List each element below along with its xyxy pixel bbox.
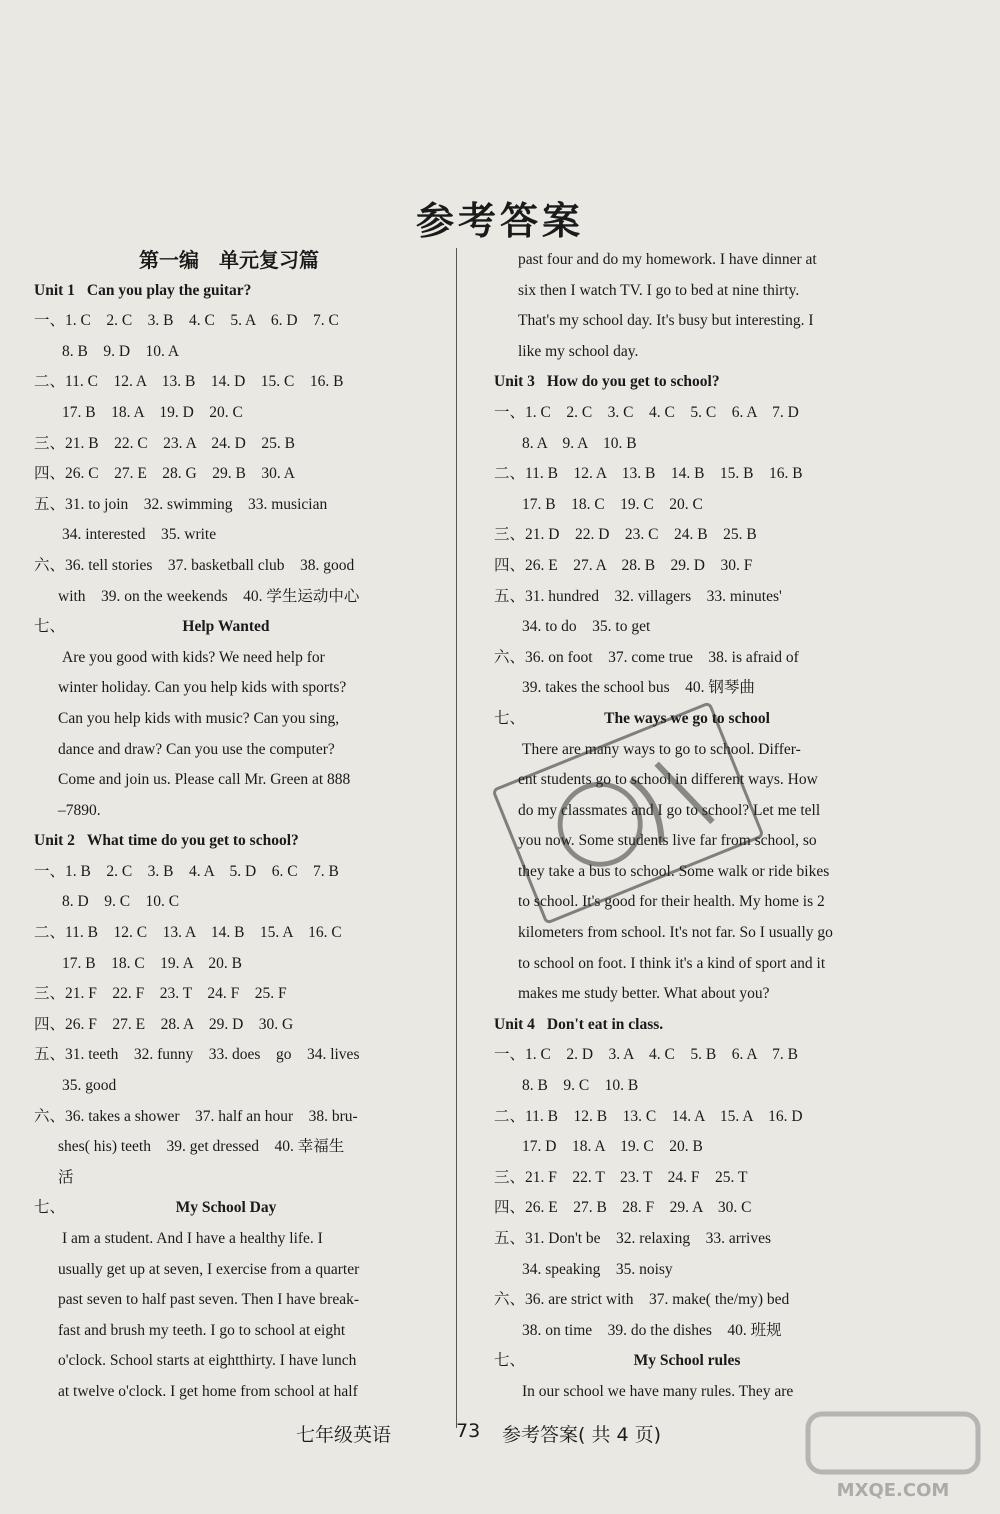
unit-number: Unit 2 <box>34 832 75 850</box>
answer-line: 六、36. tell stories 37. basketball club 38. good <box>34 556 355 574</box>
text-line: 8. B 9. D 10. A <box>62 342 180 360</box>
text-line: 38. on time 39. do the dishes 40. 班规 <box>522 1321 782 1339</box>
answer-line: 六、36. on foot 37. come true 38. is afraid of <box>494 648 799 666</box>
text-line: 34. to do 35. to get <box>522 618 651 636</box>
essay-title-row <box>494 1346 886 1377</box>
text-line: to school. It's good for their health. My home is 2 <box>518 893 825 911</box>
text-line: 39. takes the school bus 40. 钢琴曲 <box>522 679 755 697</box>
text-line: 活 <box>58 1168 74 1186</box>
unit-number: Unit 1 <box>34 281 75 299</box>
unit-title: What time do you get to school? <box>86 832 299 850</box>
footer-page-number: 73 <box>456 1420 481 1442</box>
unit-title: Can you play the guitar? <box>86 281 252 299</box>
essay-title: My School rules <box>633 1352 741 1370</box>
answer-line: 四、26. C 27. E 28. G 29. B 30. A <box>34 465 295 483</box>
unit-title: How do you get to school? <box>546 373 720 391</box>
answer-line: 四、26. E 27. B 28. F 29. A 30. C <box>494 1199 752 1217</box>
answer-line: 四、26. E 27. A 28. B 29. D 30. F <box>494 556 753 574</box>
watermark-logo <box>798 1406 988 1506</box>
text-line: past four and do my homework. I have dinner at <box>518 251 817 268</box>
text-line: shes( his) teeth 39. get dressed 40. 幸福生 <box>58 1138 345 1156</box>
answer-line: 二、11. C 12. A 13. B 14. D 15. C 16. B <box>34 373 344 391</box>
text-line: There are many ways to go to school. Differ- <box>522 740 801 758</box>
text-line: In our school we have many rules. They are <box>522 1382 794 1400</box>
answer-line: 三、21. F 22. F 23. T 24. F 25. F <box>34 985 287 1003</box>
essay-title: Help Wanted <box>182 618 270 636</box>
answer-line: 一、1. C 2. C 3. B 4. C 5. A 6. D 7. C <box>34 312 339 330</box>
section-number: 七、 <box>34 618 66 636</box>
text-line: 34. speaking 35. noisy <box>522 1260 673 1278</box>
svg-text:MXQE.COM: MXQE.COM <box>836 1480 950 1501</box>
essay-title: The ways we go to school <box>604 709 770 727</box>
text-line: to school on foot. I think it's a kind of sport and it <box>518 954 826 972</box>
essay-title: My School Day <box>175 1199 277 1217</box>
text-line: 8. A 9. A 10. B <box>522 434 637 452</box>
text-line: dance and draw? Can you use the computer? <box>58 740 335 758</box>
unit-heading <box>494 1010 886 1041</box>
text-line: Can you help kids with music? Can you sing, <box>58 709 340 727</box>
answer-line: 四、26. F 27. E 28. A 29. D 30. G <box>34 1015 294 1033</box>
answer-line: 一、1. C 2. D 3. A 4. C 5. B 6. A 7. B <box>494 1046 799 1064</box>
text-line: you now. Some students live far from school, so <box>518 832 817 850</box>
text-line: past seven to half past seven. Then I have break- <box>58 1291 359 1309</box>
unit-heading <box>494 367 886 398</box>
text-line: 17. B 18. A 19. D 20. C <box>62 403 243 421</box>
text-line: at twelve o'clock. I get home from school at half <box>58 1382 358 1400</box>
text-line: ent students go to school in different ways. How <box>518 771 818 789</box>
text-line: fast and brush my teeth. I go to school at eight <box>58 1321 346 1339</box>
section-number: 七、 <box>494 1352 526 1370</box>
answer-line: 五、31. teeth 32. funny 33. does go 34. lives <box>34 1046 360 1064</box>
text-line: they take a bus to school. Some walk or ride bikes <box>518 862 830 880</box>
text-line: That's my school day. It's busy but interesting. I <box>518 312 814 330</box>
text-line: 17. B 18. C 19. C 20. C <box>522 495 703 513</box>
unit-title: Don't eat in class. <box>546 1015 664 1033</box>
text-line: 17. D 18. A 19. C 20. B <box>522 1138 703 1156</box>
text-line: 8. B 9. C 10. B <box>522 1077 639 1095</box>
answer-line: 二、11. B 12. B 13. C 14. A 15. A 16. D <box>494 1107 803 1125</box>
text-line: with 39. on the weekends 40. 学生运动中心 <box>58 587 360 605</box>
column-divider <box>456 248 457 1428</box>
text-line: I am a student. And I have a healthy life. I <box>62 1230 323 1247</box>
unit-number: Unit 4 <box>494 1015 535 1033</box>
text-line: like my school day. <box>518 342 639 360</box>
text-line: o'clock. School starts at eightthirty. I have lunch <box>58 1352 357 1370</box>
text-line: do my classmates and I go to school? Let me tell <box>518 801 821 819</box>
text-line: Are you good with kids? We need help for <box>62 648 325 666</box>
answer-line: 一、1. B 2. C 3. B 4. A 5. D 6. C 7. B <box>34 862 339 880</box>
section-heading: 第一编 单元复习篇 <box>139 248 319 272</box>
answer-line: 六、36. are strict with 37. make( the/my) bed <box>494 1291 790 1309</box>
answer-line: 二、11. B 12. C 13. A 14. B 15. A 16. C <box>34 924 342 942</box>
text-line: six then I watch TV. I go to bed at nine thirty. <box>518 281 800 299</box>
section-number: 七、 <box>494 709 526 727</box>
text-line: Come and join us. Please call Mr. Green at 888 <box>58 771 351 789</box>
answer-line: 五、31. Don't be 32. relaxing 33. arrives <box>494 1230 772 1247</box>
answer-line: 三、21. D 22. D 23. C 24. B 25. B <box>494 526 757 544</box>
text-line: usually get up at seven, I exercise from a quarter <box>58 1260 360 1278</box>
footer-note: 参考答案( 共 4 页) <box>502 1424 662 1446</box>
text-line: –7890. <box>58 801 101 819</box>
text-line: 17. B 18. C 19. A 20. B <box>62 954 242 972</box>
answer-line: 六、36. takes a shower 37. half an hour 38. bru- <box>34 1107 358 1125</box>
text-line: 35. good <box>62 1077 117 1095</box>
footer-subject: 七年级英语 <box>296 1424 392 1446</box>
answer-line: 三、21. B 22. C 23. A 24. D 25. B <box>34 434 295 452</box>
answer-line: 二、11. B 12. A 13. B 14. B 15. B 16. B <box>494 465 803 483</box>
section-number: 七、 <box>34 1199 66 1217</box>
unit-heading <box>34 826 424 857</box>
unit-heading <box>34 276 424 307</box>
answer-line: 三、21. F 22. T 23. T 24. F 25. T <box>494 1168 748 1186</box>
watermark-graphic <box>798 1406 988 1506</box>
text-line: makes me study better. What about you? <box>518 985 770 1003</box>
answer-line: 五、31. to join 32. swimming 33. musician <box>34 495 328 513</box>
text-line: 34. interested 35. write <box>62 526 217 544</box>
text-line: kilometers from school. It's not far. So I usually go <box>518 924 833 942</box>
text-line: winter holiday. Can you help kids with sports? <box>58 679 347 697</box>
essay-title-row <box>34 612 424 643</box>
answer-line: 五、31. hundred 32. villagers 33. minutes' <box>494 587 782 605</box>
answer-line: 一、1. C 2. C 3. C 4. C 5. C 6. A 7. D <box>494 403 799 421</box>
unit-number: Unit 3 <box>494 373 535 391</box>
essay-title-row <box>34 1193 424 1224</box>
page-title: 参考答案 <box>415 198 584 243</box>
left-column <box>34 245 424 1408</box>
text-line: 8. D 9. C 10. C <box>62 893 180 911</box>
